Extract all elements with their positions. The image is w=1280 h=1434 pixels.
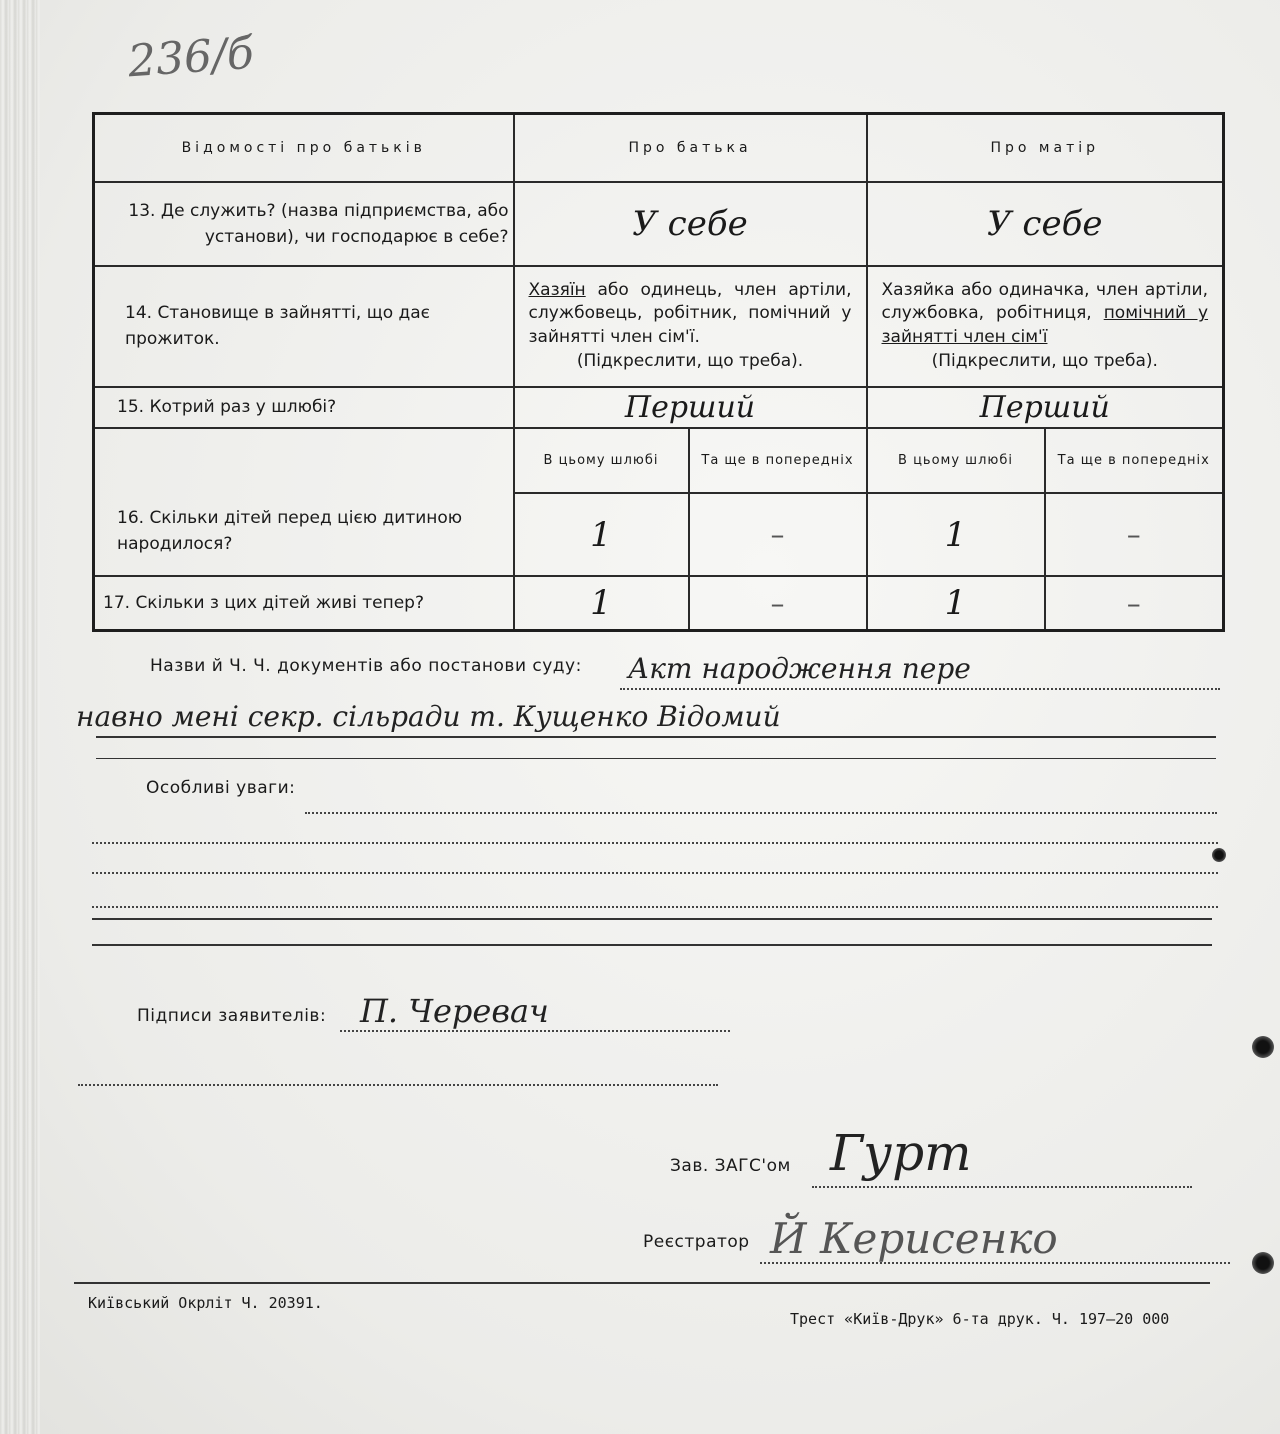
applicants-label: Підписи заявителів:: [137, 1006, 327, 1026]
parents-info-table: [92, 112, 1225, 632]
answer-16-mother-prev: –: [1045, 493, 1224, 576]
answer-13-father: У себе: [514, 182, 867, 265]
answer-14-mother: [867, 266, 1224, 387]
documents-line-2: навно мені секр. сільради т. Кущенко Відомий: [76, 700, 781, 733]
answer-16-mother-this: 1: [867, 493, 1045, 576]
registrar-label: Реєстратор: [643, 1232, 750, 1252]
answer-13-mother: У себе: [867, 182, 1224, 265]
answer-17-father-this: 1: [514, 576, 689, 630]
sub-header-father-prev: Та ще в попередніх: [689, 428, 867, 493]
head-signature: Гурт: [830, 1124, 972, 1182]
remarks-dotted-line-2: [92, 842, 1218, 844]
answer-17-father-prev: –: [689, 576, 867, 630]
sub-header-mother-this: В цьому шлюбі: [867, 428, 1045, 493]
answer-16-father-this: 1: [514, 493, 689, 576]
mother-position-underlined: помічний у зайнятті член сім'ї: [881, 303, 1209, 348]
mother-position-options: Хазяйка або одиначка, член артіли, службовка, робітниця,: [881, 279, 1209, 324]
head-dotted-line: [812, 1186, 1192, 1188]
remarks-label: Особливі уваги:: [146, 778, 296, 798]
question-16: 16. Скільки дітей перед цією дитиною народилося?: [94, 428, 514, 576]
applicants-dotted-line-2: [78, 1084, 718, 1086]
answer-17-mother-prev: –: [1045, 576, 1224, 630]
documents-line-1: Акт народження пере: [628, 652, 971, 685]
punch-hole-1: [1252, 1036, 1274, 1058]
page-stack-edge: [0, 0, 40, 1434]
documents-line-3-rule: [96, 758, 1216, 759]
remarks-solid-line-1: [92, 918, 1212, 920]
footer-left-print: Київський Окрліт Ч. 20391.: [88, 1294, 323, 1312]
applicants-signature: П. Черевач: [360, 992, 549, 1030]
father-position-options: або одинець, член артіли, службовець, робітник, помічний у зайнятті член сім'ї.: [528, 279, 852, 348]
header-father: Про батька: [514, 114, 867, 183]
header-mother: Про матір: [867, 114, 1224, 183]
father-position-note: (Підкреслити, що треба).: [576, 350, 804, 371]
sub-header-father-this: В цьому шлюбі: [514, 428, 689, 493]
answer-14-father: [514, 266, 867, 387]
remarks-dotted-line-3: [92, 872, 1218, 874]
head-label: Зав. ЗАГС'ом: [670, 1156, 791, 1176]
punch-hole-3: [1212, 848, 1226, 862]
applicants-dotted-line-1: [340, 1030, 730, 1032]
question-14: 14. Становище в зайнятті, що дає прожиток.: [94, 266, 514, 387]
documents-label: Назви й Ч. Ч. документів або постанови суду:: [150, 656, 582, 676]
remarks-dotted-line-1: [305, 812, 1217, 814]
answer-15-father: Перший: [514, 387, 867, 429]
documents-dotted-line-1: [620, 688, 1220, 690]
registrar-signature: Й Керисенко: [770, 1214, 1058, 1263]
mother-position-note: (Підкреслити, що треба).: [931, 350, 1158, 371]
question-15: 15. Котрий раз у шлюбі?: [94, 387, 514, 429]
question-13: 13. Де служить? (назва підприємства, або установи), чи господарює в себе?: [94, 182, 514, 265]
answer-15-mother: Перший: [867, 387, 1224, 429]
documents-line-2-rule: [96, 736, 1216, 738]
remarks-solid-line-2: [92, 944, 1212, 946]
remarks-dotted-line-4: [92, 906, 1218, 908]
answer-17-mother-this: 1: [867, 576, 1045, 630]
registrar-dotted-line: [760, 1262, 1230, 1264]
punch-hole-2: [1252, 1252, 1274, 1274]
answer-16-father-prev: –: [689, 493, 867, 576]
footer-right-print: Трест «Київ-Друк» 6-та друк. Ч. 197—20 000: [790, 1310, 1170, 1328]
question-17: 17. Скільки з цих дітей живі тепер?: [94, 576, 514, 630]
footer-rule: [74, 1282, 1210, 1284]
archive-number: 236/б: [126, 27, 256, 88]
header-parents-info: Відомості про батьків: [94, 114, 514, 183]
father-position-underlined: Хазяїн: [528, 279, 586, 300]
sub-header-mother-prev: Та ще в попередніх: [1045, 428, 1224, 493]
